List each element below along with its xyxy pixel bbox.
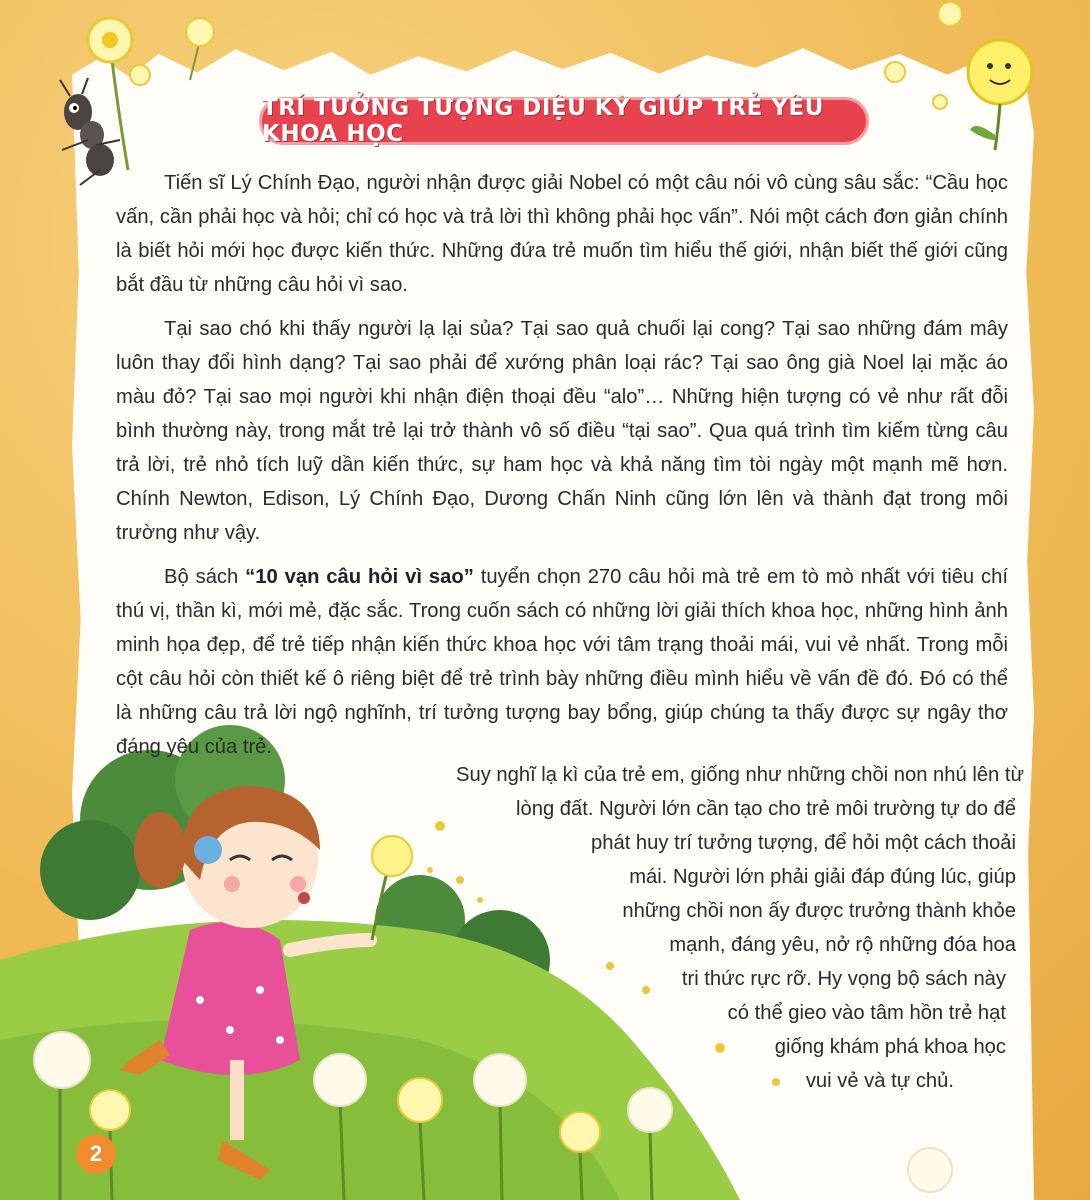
body-text	[116, 166, 1008, 774]
closing-line: giống khám phá khoa học	[774, 1036, 1006, 1058]
paragraph-2: Tại sao chó khi thấy người lạ lại sủa? Tại sao quả chuối lại cong? Tại sao những đám mây luôn thay đổi hình dạng? Tại sao phải để xướng phân loại rác? Tại sao ông già Noel lại mặc áo màu đỏ? Tại sao mọi người khi nhận điện thoại đều “alo”… Những hiện tượng có vẻ như rất đỗi bình thường này, trong mắt trẻ lại trở thành vô số điều “tại sao”. Qua quá trình tìm kiếm từng câu trả lời, trẻ nhỏ tích luỹ dần kiến thức, sự ham học và khả năng tìm tòi ngày một mạnh mẽ hơn. Chính Newton, Edison, Lý Chính Đạo, Dương Chấn Ninh cũng lớn lên và thành đạt trong môi trường như vậy.	[116, 318, 1008, 544]
paragraph-3	[116, 560, 1008, 764]
page-title: TRÍ TƯỞNG TƯỢNG DIỆU KỲ GIÚP TRẺ YÊU KHOA HỌC	[262, 95, 824, 147]
page-title-banner	[262, 95, 866, 147]
closing-line: tri thức rực rỡ. Hy vọng bộ sách này	[681, 968, 1006, 990]
closing-text	[456, 758, 1025, 1098]
book-title: “10 vạn câu hỏi vì sao”	[245, 566, 474, 588]
paragraph-3-rest: tuyển chọn 270 câu hỏi mà trẻ em tò mò nhất với tiêu chí thú vị, thần kì, mới mẻ, đặc sắc. Trong cuốn sách có những lời giải thích khoa học, những hình ảnh minh họa đẹp, để trẻ tiếp nhận kiến thức khoa học với tâm trạng thoải mái, vui vẻ nhất. Trong mỗi cột câu hỏi còn thiết kế ô riêng biệt để trẻ trình bày những điều mình hiểu về vấn đề đó. Đó có thể là những câu trả lời ngộ nghĩnh, trí tưởng tượng bay bổng, giúp chúng ta thấy được sự ngây thơ đáng yêu của trẻ.	[116, 566, 1008, 758]
smiling-dandelion-icon	[885, 2, 1032, 150]
paragraph-3-start: Bộ sách	[164, 566, 246, 588]
closing-line: có thể gieo vào tâm hồn trẻ hạt	[727, 1002, 1006, 1024]
paragraph-1: Tiến sĩ Lý Chính Đạo, người nhận được giải Nobel có một câu nói vô cùng sâu sắc: “Cầu học vấn, cần phải học và hỏi; chỉ có học và trả lời thì không phải học vấn”. Nói một cách đơn giản chính là biết hỏi mới học được kiến thức. Những đứa trẻ muốn tìm hiểu thế giới, nhận biết thế giới cũng bắt đầu từ những câu hỏi vì sao.	[116, 172, 1008, 296]
closing-line: mái. Người lớn phải giải đáp đúng lúc, giúp	[629, 866, 1016, 888]
closing-line: mạnh, đáng yêu, nở rộ những đóa hoa	[669, 934, 1016, 956]
page-number: 2	[89, 1141, 103, 1166]
ant-icon	[60, 78, 120, 185]
closing-line: những chồi non ấy được trưởng thành khỏe	[622, 900, 1016, 922]
closing-line: lòng đất. Người lớn cần tạo cho trẻ môi trường tự do để	[516, 798, 1016, 820]
closing-line: phát huy trí tưởng tượng, để hỏi một cách thoải	[591, 832, 1016, 854]
page-number-badge	[76, 1134, 116, 1174]
closing-line: vui vẻ và tự chủ.	[805, 1070, 954, 1092]
closing-line: Suy nghĩ lạ kì của trẻ em, giống như những chồi non nhú lên từ	[456, 764, 1025, 786]
